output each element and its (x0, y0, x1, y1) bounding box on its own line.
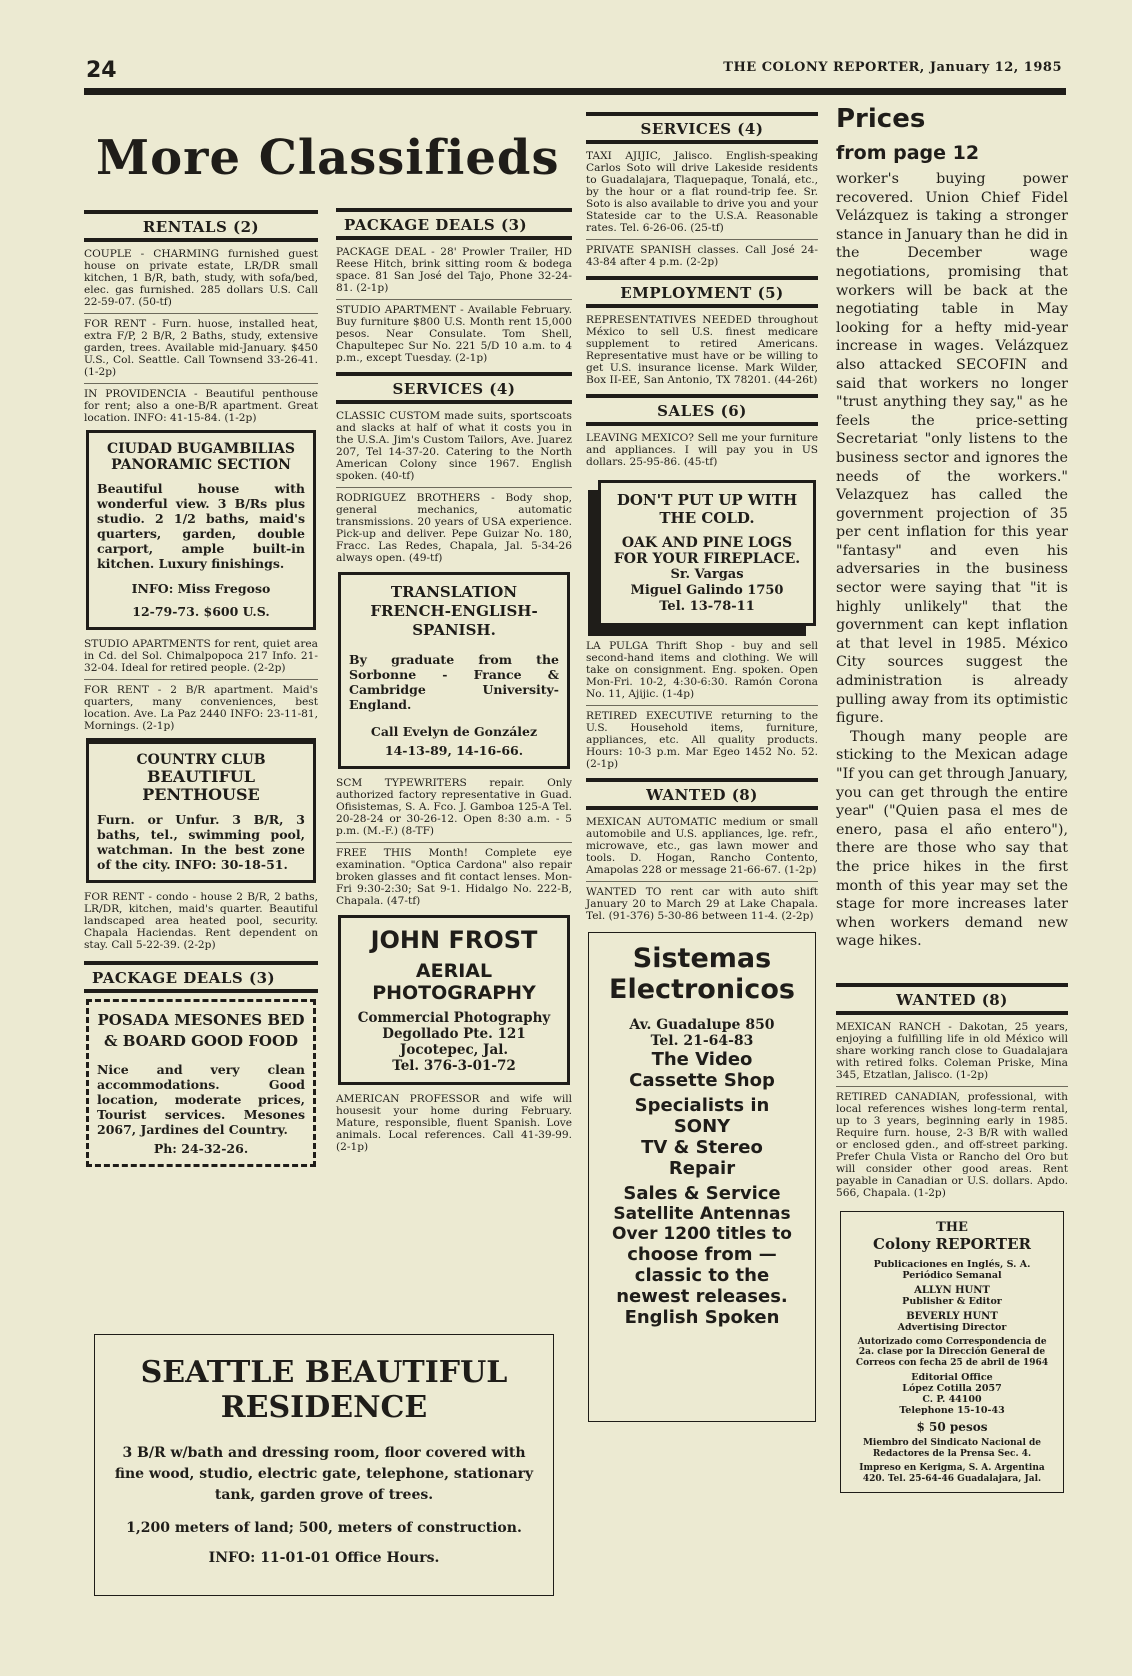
classified-ad: RODRIGUEZ BROTHERS - Body shop, general mechanics, automatic transmissions. 20 years of USA experience. Pick-up and deliver. Pepe Guizar No. 180, Fracc. Las Redes, Chapala, Jal. 5-34-26 always open. (49-tf) (336, 487, 572, 564)
classified-ad: WANTED TO rent car with auto shift January 20 to March 29 at Lake Chapala. Tel. (91-376) 5-30-86 between 11-4. (2-2p) (586, 881, 818, 922)
display-ad-john-frost (338, 915, 570, 1085)
ad-line: Specialists in (634, 1095, 770, 1116)
section-header-services: SERVICES (4) (586, 112, 818, 144)
ad-line: Sales & Service (623, 1183, 781, 1204)
ad-body: Nice and very clean accommodations. Good location, moderate prices, Tourist services. Mesones 2067, Jardines del Country. (97, 1062, 305, 1137)
masthead-line: López Cotilla 2057 (902, 1383, 1002, 1395)
classified-ad: COUPLE - CHARMING furnished guest house on private estate, LR/DR small kitchen, 1 B/R, bath, study, with sofa/bed, elec. gas furnished. 285 dollars U.S. Call 22-59-07. (50-tf) (84, 248, 318, 308)
ad-title: Electronicos (609, 974, 795, 1005)
masthead-box (840, 1211, 1064, 1494)
ad-line: Tel. 376-3-01-72 (392, 1058, 516, 1074)
running-head: THE COLONY REPORTER, January 12, 1985 (723, 60, 1062, 75)
ad-line: PHOTOGRAPHY (372, 982, 536, 1004)
ad-info: INFO: Miss Fregoso (131, 581, 271, 596)
section-header-package-deals: PACKAGE DEALS (3) (336, 208, 572, 240)
article-body (836, 170, 1068, 951)
ad-phone: 12-79-73. $600 U.S. (132, 604, 270, 619)
masthead-line: BEVERLY HUNT (906, 1310, 998, 1322)
masthead-line: Impreso en Kerigma, S. A. Argentina 420. Tel. 25-64-46 Guadalajara, Jal. (859, 1463, 1045, 1484)
ad-title: CIUDAD BUGAMBILIAS PANORAMIC SECTION (106, 441, 296, 473)
masthead-line: Publicaciones en Inglés, S. A. (873, 1258, 1031, 1270)
ad-address: Av. Guadalupe 850 (629, 1017, 775, 1033)
classified-ad: IN PROVIDENCIA - Beautiful penthouse for rent; also a one-B/R apartment. Great location. INFO: 41-15-84. (1-2p) (84, 383, 318, 424)
ad-line: TV & Stereo (641, 1137, 763, 1158)
classified-ad: PACKAGE DEAL - 28' Prowler Trailer, HD Reese Hitch, brink sitting room & bodega space. 81 San José del Tajo, Phone 32-24-81. (2-1p) (336, 246, 572, 294)
ad-line: AERIAL (415, 960, 493, 982)
column-2 (336, 208, 572, 1158)
section-header-wanted: WANTED (8) (586, 778, 818, 810)
classified-ad: RETIRED EXECUTIVE returning to the U.S. Household items, furniture, appliances, etc. All quality products. Hours: 10-3 p.m. Mar Egeo 1452 No. 52. (2-1p) (586, 705, 818, 770)
masthead-price: $ 50 pesos (916, 1420, 988, 1435)
ad-title: TRANSLATION FRENCH-ENGLISH-SPANISH. (370, 583, 538, 639)
ad-title: COUNTRY CLUB (136, 752, 266, 768)
masthead-line: Miembro del Sindicato Nacional de Redactores de la Prensa Sec. 4. (862, 1438, 1042, 1459)
masthead-line: ALLYN HUNT (914, 1284, 990, 1296)
ad-phone: 14-13-89, 14-16-66. (384, 743, 524, 758)
display-ad-posada-mesones (86, 999, 316, 1167)
section-header-rentals: RENTALS (2) (84, 210, 318, 242)
classified-ad: TAXI AJIJIC, Jalisco. English-speaking Carlos Soto will drive Lakeside residents to Guadalajara, Tlaquepaque, Tonalá, etc., by the hour or a flat round-trip fee. Sr. Soto is also available to drive you and your Stateside car to the U.S.A. Reasonable rates. Tel. 6-26-06. (25-tf) (586, 150, 818, 234)
article-paragraph: Though many people are sticking to the Mexican adage "If you can get through January, you can get through the entire year" ("Quien pasa el mes de enero, pasa el año entero"), there are those who say that the price hikes in the first month of this year may set the stage for more increases later when workers demand new wage hikes. (836, 728, 1068, 950)
masthead-line: Advertising Director (897, 1321, 1007, 1333)
classified-ad: FREE THIS Month! Complete eye examination. "Optica Cardona" also repair broken glasses and fit contact lenses. Mon-Fri 9:30-2:30; Sat 9-1. Hidalgo No. 222-B, Chapala. (47-tf) (336, 842, 572, 907)
ad-contact: Call Evelyn de González (370, 724, 538, 739)
ad-line: newest releases. (616, 1286, 788, 1307)
masthead-title: Colony REPORTER (873, 1234, 1031, 1253)
ad-info: INFO: 11-01-01 Office Hours. (208, 1550, 440, 1566)
ad-line: Degollado Pte. 121 (382, 1026, 526, 1042)
classified-ad: FOR RENT - Furn. huose, installed heat, extra F/P, 2 B/R, 2 Baths, study, extensive garden, trees. Available mid-January. $450 U.S., Col. Seattle. Call Townsend 33-26-41. (1-2p) (84, 313, 318, 378)
ad-phone: Tel. 21-64-83 (650, 1033, 754, 1049)
masthead-line: Publisher & Editor (902, 1295, 1002, 1307)
ad-line: The Video (651, 1049, 753, 1070)
column-4 (836, 104, 1068, 1505)
masthead-line: Editorial Office (911, 1372, 993, 1384)
masthead-line: Telephone 15-10-43 (899, 1405, 1005, 1417)
classified-ad: REPRESENTATIVES NEEDED throughout México to sell U.S. finest medicare supplement to retired Americans. Representative must have or be willing to get U.S. insurance license. Mark Wilder, Box II-EE, San Antonio, TX 78201. (44-26t) (586, 314, 818, 386)
ad-line: choose from — (627, 1244, 777, 1265)
ad-line: Cassette Shop (629, 1070, 775, 1091)
top-rule (84, 88, 1066, 95)
ad-title: POSADA MESONES BED & BOARD GOOD FOOD (97, 1011, 305, 1050)
ad-line: Over 1200 titles to (612, 1224, 792, 1244)
ad-phone: Tel. 13-78-11 (659, 599, 755, 614)
ad-line: Jocotepec, Jal. (399, 1042, 509, 1058)
ad-line: Satellite Antennas (613, 1204, 791, 1224)
ad-title: DON'T PUT UP WITH THE COLD. (616, 491, 798, 527)
ad-body: By graduate from the Sorbonne - France & Cambridge University-England. (349, 652, 559, 712)
page-title: More Classifieds (96, 130, 560, 186)
classified-ad: CLASSIC CUSTOM made suits, sportscoats and slacks at half of what it costs you in the U.S.A. Jim's Custom Tailors, Ave. Juarez 207, Tel 14-37-20. Catering to the North American Colony since 1967. English spoken. (40-tf) (336, 410, 572, 482)
column-1 (84, 210, 318, 1175)
classified-ad: PRIVATE SPANISH classes. Call José 24-43-84 after 4 p.m. (2-2p) (586, 239, 818, 268)
ad-title: Sistemas (632, 943, 772, 974)
article-subhead: from page 12 (836, 142, 980, 164)
masthead-line: Periódico Semanal (902, 1269, 1002, 1281)
ad-line: English Spoken (624, 1307, 780, 1328)
classified-ad: MEXICAN RANCH - Dakotan, 25 years, enjoying a fulfilling life in old México will share working ranch close to Guadalajara with retired folks. Coleman Priske, Mina 345, Etzatlan, Jalisco. (1-2p) (836, 1020, 1068, 1081)
ad-line: 1,200 meters of land; 500, meters of construction. (126, 1520, 522, 1536)
classified-ad: LEAVING MEXICO? Sell me your furniture and appliances. I will pay you in US dollars. 25-95-86. (45-tf) (586, 432, 818, 468)
section-header-wanted: WANTED (8) (836, 983, 1068, 1015)
classified-ad: SCM TYPEWRITERS repair. Only authorized factory representative in Guad. Ofisistemas, S. A. Fco. J. Gamboa 125-A Tel. 20-28-24 or 30-26-12. Open 8:30 a.m. - 5 p.m. (M.-F.) (8-TF) (336, 777, 572, 837)
section-header-sales: SALES (6) (586, 394, 818, 426)
section-header-package-deals: PACKAGE DEALS (3) (84, 961, 318, 993)
display-ad-seattle-residence (94, 1334, 554, 1596)
display-ad-bugambilias (86, 430, 316, 630)
masthead-line: C. P. 44100 (922, 1394, 982, 1406)
display-ad-translation (338, 572, 570, 769)
ad-phone: Ph: 24-32-26. (153, 1141, 249, 1156)
ad-line: SONY (673, 1116, 731, 1137)
classified-ad: FOR RENT - 2 B/R apartment. Maid's quarters, many conveniences, best location. Ave. La Paz 2440 INFO: 23-11-81, Mornings. (2-1p) (84, 679, 318, 732)
section-header-employment: EMPLOYMENT (5) (586, 276, 818, 308)
ad-title: BEAUTIFUL PENTHOUSE (142, 767, 260, 804)
ad-title: RESIDENCE (220, 1390, 428, 1425)
ad-name: Sr. Vargas (670, 567, 744, 582)
classified-ad: LA PULGA Thrift Shop - buy and sell second-hand items and clothing. We will take on consignment. Eng. spoken. Open Mon-Fri. 10-2, 4:30-6:30. Ramón Corona No. 11, Ajijic. (1-4p) (586, 640, 818, 700)
ad-address: Miguel Galindo 1750 (630, 583, 784, 598)
ad-title: SEATTLE BEAUTIFUL (140, 1355, 508, 1390)
ad-body: Furn. or Unfur. 3 B/R, 3 baths, tel., swimming pool, watchman. In the best zone of the city. INFO: 30-18-51. (97, 812, 305, 872)
ad-line: Commercial Photography (357, 1010, 551, 1026)
ad-line: classic to the (634, 1265, 770, 1286)
article-headline: Prices (836, 104, 926, 134)
page-number: 24 (86, 58, 117, 83)
ad-body: 3 B/R w/bath and dressing room, floor covered with fine wood, studio, electric gate, telephone, stationary tank, garden grove of trees. (114, 1445, 534, 1503)
classified-ad: MEXICAN AUTOMATIC medium or small automobile and U.S. appliances, lge. refr., microwave, etc., gas lawn mower and tools. D. Hogan, Rancho Contento, Amapolas 228 or message 21-66-67. (1-2p) (586, 816, 818, 876)
masthead-the: THE (936, 1219, 968, 1235)
classified-ad: RETIRED CANADIAN, professional, with local references wishes long-term rental, up to 3 years, beginning early in 1985. Require furn. house, 2-3 B/R with walled or enclosed gden., and off-street parking. Prefer Chula Vista or Rancho del Oro but will consider other good areas. Rent payable in Canadian or U.S. dollars. Apdo. 566, Chapala. (1-2p) (836, 1086, 1068, 1199)
display-ad-sistemas-electronicos (588, 932, 816, 1422)
classified-ad: AMERICAN PROFESSOR and wife will housesit your home during February. Mature, responsible, fluent Spanish. Love animals. Local references. Call 41-39-99. (2-1p) (336, 1093, 572, 1153)
masthead-line: Autorizado como Correspondencia de 2a. clase por la Dirección General de Correos con fecha 25 de abril de 1964 (855, 1336, 1049, 1368)
ad-title: JOHN FROST (370, 926, 538, 954)
classified-ad: STUDIO APARTMENT - Available February. Buy furniture $800 U.S. Month rent 15,000 pesos. Near Consulate. Tom Shell, Chapultepec Sur No. 221 5/D 10 a.m. to 4 p.m., except Tuesday. (2-1p) (336, 299, 572, 364)
classified-ad: FOR RENT - condo - house 2 B/R, 2 baths, LR/DR, kitchen, maid's quarter. Beautiful landscaped area heated pool, security. Chapala Haciendas. Rent dependent on stay. Call 5-22-39. (2-2p) (84, 891, 318, 951)
display-ad-fireplace-logs (598, 480, 816, 626)
column-3 (586, 112, 818, 1430)
article-paragraph: worker's buying power recovered. Union Chief Fidel Velázquez is taking a stronger stance in January than he did in the December wage negotiations, promising that workers will be back at the negotiating table in May looking for a hefty mid-year increase in wages. Velázquez also attacked SECOFIN and said that workers no longer "trust anything they say," as he feels the price-setting Secretariat "only listens to the business sector and ignores the needs of the workers." Velazquez has called the government projection of 35 per cent inflation for this year "fantasy" and even his adversaries in the business sector were saying that "it is highly unlikely" that the government can kept inflation at that level in 1985. México City sources suggest the administration is already pulling away from its optimistic figure. (836, 171, 1068, 727)
classified-ad: STUDIO APARTMENTS for rent, quiet area in Cd. del Sol. Chimalpopoca 217 Info. 21-32-04. Ideal for retired people. (2-2p) (84, 638, 318, 674)
section-header-services: SERVICES (4) (336, 372, 572, 404)
display-ad-country-club (86, 738, 316, 883)
ad-body: OAK AND PINE LOGS FOR YOUR FIREPLACE. (613, 535, 801, 567)
ad-body: Beautiful house with wonderful view. 3 B/Rs plus studio. 2 1/2 baths, maid's quarters, garden, double carport, ample built-in kitchen. Luxury finishings. (97, 481, 305, 571)
ad-line: Repair (668, 1158, 736, 1179)
